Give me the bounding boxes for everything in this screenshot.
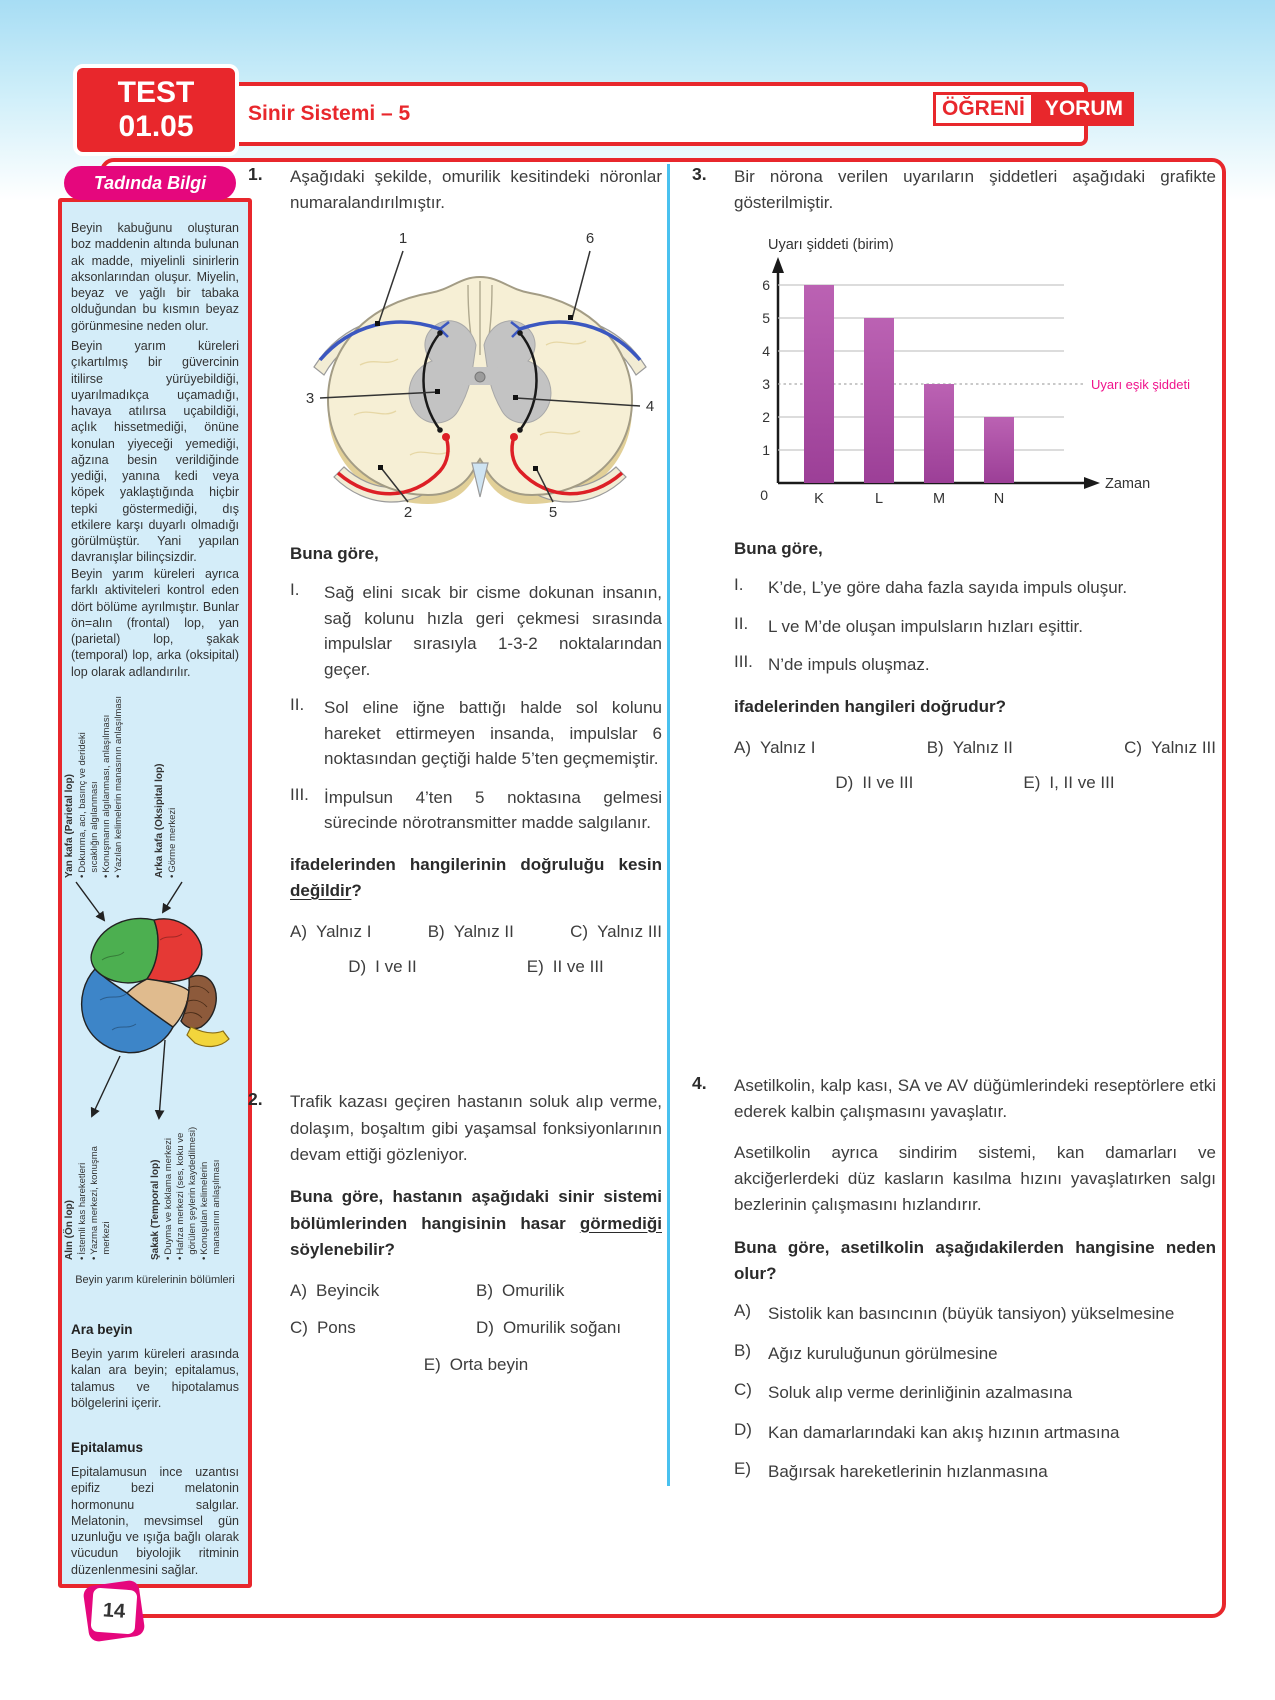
y-tick-label: 2 [762, 408, 770, 425]
question-column-1 [248, 164, 662, 1375]
y-tick-label: 1 [762, 441, 770, 458]
figure-number-3: 3 [305, 389, 315, 407]
question-lead: Buna göre, [290, 543, 379, 563]
bar-N [984, 417, 1014, 483]
question-stem: ifadelerinden hangilerinin doğruluğu kesin değildir? [290, 854, 662, 900]
bar-K [804, 285, 834, 483]
option-b: B) Ağız kuruluğunun görülmesine [734, 1340, 998, 1363]
question-4 [692, 1073, 1216, 1485]
y-axis-arrow [772, 257, 784, 273]
page-number: 14 [91, 1588, 138, 1635]
options-row [290, 1355, 662, 1375]
y-tick-label: 3 [762, 375, 770, 392]
question-intro: Aşağıdaki şekilde, omurilik kesitindeki nöronlar numaralandırılmıştır. [290, 167, 662, 213]
info-sidebar [58, 198, 252, 1588]
brain-label-alin [64, 1125, 113, 1260]
question-number: 2. [248, 1089, 263, 1110]
question-stem: Buna göre, asetilkolin aşağıdakilerden hangisine neden olur? [734, 1237, 1216, 1283]
brain-lobes-illustration [62, 880, 238, 1132]
logo-part-ogreni: ÖĞRENİ [933, 92, 1034, 126]
question-number: 1. [248, 164, 263, 184]
options-row [290, 922, 662, 942]
option-d: D) II ve III [835, 772, 914, 792]
sidebar-section-text: Beyin yarım küreleri arasında kalan ara beyin; epitalamus, talamus ve hipotalamus bölgelerini içerir. [71, 1347, 239, 1410]
sidebar-section-text: Epitalamusun ince uzantısı epifiz bezi melatonin hormonunu salgılar. Melatonin, mevsimsel gün uzunluğu ve ışığa bağlı olarak vücudun biyolojik ritminin düzenlenmesini sağlar. [71, 1465, 239, 1577]
chart-title: Uyarı şiddeti (birim) [768, 236, 894, 253]
bar-M [924, 384, 954, 483]
logo-part-yorum: YORUM [1034, 92, 1134, 126]
brain-figure-caption: Beyin yarım kürelerinin bölümleri [75, 1274, 235, 1286]
question-paragraph: Asetilkolin ayrıca sindirim sistemi, kan damarları ve akciğerlerdeki düz kasların kasılma hızını yavaşlatırken salgı bezlerinin çalışmasını hızlandırır. [734, 1142, 1216, 1215]
statement-3: III. İmpulsun 4’ten 5 noktasına gelmesi sürecinde nörotransmitter madde salgılanır. [290, 784, 662, 833]
option-c: C) Yalnız III [570, 922, 662, 942]
sidebar-paragraph: Beyin yarım küreleri çıkartılmış bir güvercinin itilirse yürüyebildiği, uyarılmadıkça uçamadığı, havaya atılırsa uçabildiği, açlık hissetmediği, önüne konulan yiyeceği yemediği, ağzına besin verildiğinde yediği, yanına kedi veya köpek yaklaştığında hiçbir tepki göstermediği, dış etkilere karşı duyarlı olmadığı görülmüştür. Yani yapılan davranışlar bilinçsizdir. [71, 339, 239, 565]
threshold-label: Uyarı eşik şiddeti [1091, 376, 1190, 392]
option-a: A) Beyincik [290, 1281, 380, 1301]
brain-label-item: • Duyma ve koklama merkezi [162, 1138, 174, 1260]
question-lead: Buna göre, [734, 538, 823, 558]
spinal-cord-illustration [290, 225, 662, 520]
brain-label-title: Şakak (Temporal lop) [150, 1159, 161, 1260]
brand-logo [933, 92, 1134, 126]
question-1 [248, 164, 662, 977]
page-title: Sinir Sistemi – 5 [248, 102, 411, 125]
page-number-badge [82, 1579, 145, 1642]
options-row [734, 773, 1216, 793]
figure-number-2: 2 [403, 503, 413, 520]
statement-2: II. Sol eline iğne battığı halde sol kolunu hareket ettirmeyen insanda, impulslar 6 noktasından geçtiği halde 5’ten geçmemiştir. [290, 695, 662, 769]
question-intro: Trafik kazası geçiren hastanın soluk alıp verme, dolaşım, boşaltım gibi yaşamsal fonksiyonlarının devam ettiği gözleniyor. [290, 1092, 662, 1164]
x-axis-arrow [1084, 477, 1100, 489]
statement-1: I. Sağ elini sıcak bir cisme dokunan insanın, sağ kolunu hızla geri çekmesi sırasında impulslar sırasıyla 1-3-2 noktalarından geçer. [290, 580, 662, 679]
figure-number-6: 6 [585, 229, 595, 247]
brain-label-item: • Konuşulan kelimelerin manasının anlaşılması [199, 1159, 223, 1260]
question-intro: Bir nörona verilen uyarıların şiddetleri aşağıdaki grafikte gösterilmiştir. [734, 167, 1216, 213]
brain-label-title: Arka kafa (Oksipital lop) [154, 763, 165, 878]
brain-label-item: • Yazma merkezi, konuşma merkezi [88, 1146, 113, 1260]
sidebar-paragraph: Beyin kabuğunu oluşturan boz maddenin altında bulunan ak madde, miyelinli sinirlerin aksonlarından oluşur. Miyelin, beyaz ve yağlı bir tabaka olduğundan bu kısmın beyaz görünmesine neden olur. [71, 221, 239, 333]
statement-1: I. K’de, L’ye göre daha fazla sayıda impuls oluşur. [734, 575, 1128, 598]
brain-label-oksipital [154, 700, 179, 878]
option-b: B) Yalnız II [427, 922, 514, 942]
figure-number-5: 5 [548, 503, 558, 520]
options-row [734, 738, 1216, 758]
x-tick-label: K [814, 490, 824, 507]
option-c: C) Yalnız III [1124, 737, 1216, 757]
question-2 [248, 1089, 662, 1375]
option-a: A) Sistolik kan basıncının (büyük tansiyon) yükselmesine [734, 1301, 1175, 1324]
stimulus-intensity-chart [734, 229, 1216, 513]
option-d: D) Omurilik soğanı [476, 1318, 622, 1338]
question-3 [692, 164, 1216, 793]
option-e: E) Bağırsak hareketlerinin hızlanmasına [734, 1459, 1048, 1482]
x-tick-label: L [874, 490, 884, 507]
test-badge-number: 01.05 [118, 110, 194, 143]
option-a: A) Yalnız I [290, 922, 372, 942]
option-c: C) Soluk alıp verme derinliğinin azalmasına [734, 1380, 1073, 1403]
test-badge-label: TEST [117, 76, 195, 110]
option-c: C) Pons [290, 1318, 356, 1338]
option-b: B) Omurilik [476, 1281, 565, 1301]
figure-number-1: 1 [398, 229, 408, 247]
figure-number-4: 4 [645, 397, 655, 415]
brain-label-item: • Görme merkezi [166, 807, 178, 878]
brain-label-title: Alın (Ön lop) [64, 1200, 75, 1260]
test-badge [73, 64, 239, 156]
y-tick-label: 4 [762, 342, 770, 359]
x-tick-label: N [993, 490, 1005, 507]
options-row [290, 957, 662, 977]
option-a: A) Yalnız I [734, 737, 816, 757]
option-e: E) Orta beyin [423, 1355, 529, 1375]
brain-label-item: • Konuşmanın algılanması, anlaşılması [101, 714, 113, 878]
question-number: 4. [692, 1072, 707, 1093]
question-number: 3. [692, 164, 707, 184]
brain-label-item: • Hafıza merkezi (ses, koku ve görülen şeylerin kaydedilmesi) [174, 1126, 199, 1260]
sidebar-section-heading: Ara beyin [71, 1322, 133, 1337]
options-list [734, 1301, 1216, 1485]
brain-label-parietal [64, 690, 125, 878]
option-d: D) Kan damarlarındaki kan akış hızının artmasına [734, 1419, 1120, 1442]
question-stem: ifadelerinden hangileri doğrudur? [734, 696, 1007, 716]
bar-L [864, 318, 894, 483]
sidebar-tab: Tadında Bilgi [64, 166, 236, 200]
question-paragraph: Asetilkolin, kalp kası, SA ve AV düğümlerindeki reseptörlere etki ederek kalbin çalışmasını yavaşlatır. [734, 1075, 1216, 1122]
y-tick-label: 6 [762, 276, 770, 293]
brain-label-sakak [150, 1120, 224, 1260]
options-grid [290, 1281, 662, 1338]
brain-label-item: • İstemli kas hareketleri [76, 1162, 88, 1260]
brain-label-item: • Dokunma, acı, basınç ve derideki sıcaklığın algılanması [76, 732, 100, 878]
brain-label-title: Yan kafa (Parietal lop) [64, 774, 75, 878]
column-divider [667, 164, 670, 1486]
spinal-cord-figure [290, 225, 662, 525]
x-tick-label: M [932, 490, 946, 507]
sidebar-section-heading: Epitalamus [71, 1440, 144, 1455]
statement-2: II. L ve M’de oluşan impulsların hızları eşittir. [734, 613, 1083, 636]
option-e: E) II ve III [526, 957, 604, 977]
question-column-2 [692, 164, 1216, 1485]
option-d: D) I ve II [348, 957, 417, 977]
question-stem: Buna göre, hastanın aşağıdaki sinir sistemi bölümlerinden hangisinin hasar görmediği söylenebilir? [290, 1187, 662, 1259]
x-axis-label: Zaman [1105, 475, 1151, 492]
option-e: E) I, II ve III [1023, 772, 1115, 792]
y-tick-label: 5 [762, 309, 770, 326]
brain-label-item: • Yazılan kelimelerin manasının anlaşılması [113, 695, 125, 878]
sidebar-paragraph: Beyin yarım küreleri ayrıca farklı aktiviteleri kontrol eden dört bölüme ayrılmıştır. Bunlar ön=alın (frontal) lop, yan (parietal) lop, şakak (temporal) lop, arka (oksipital) lop olarak adlandırılır. [71, 567, 239, 679]
option-b: B) Yalnız II [926, 737, 1013, 757]
statement-3: III. N’de impuls oluşmaz. [734, 652, 930, 675]
origin-label: 0 [760, 486, 768, 503]
